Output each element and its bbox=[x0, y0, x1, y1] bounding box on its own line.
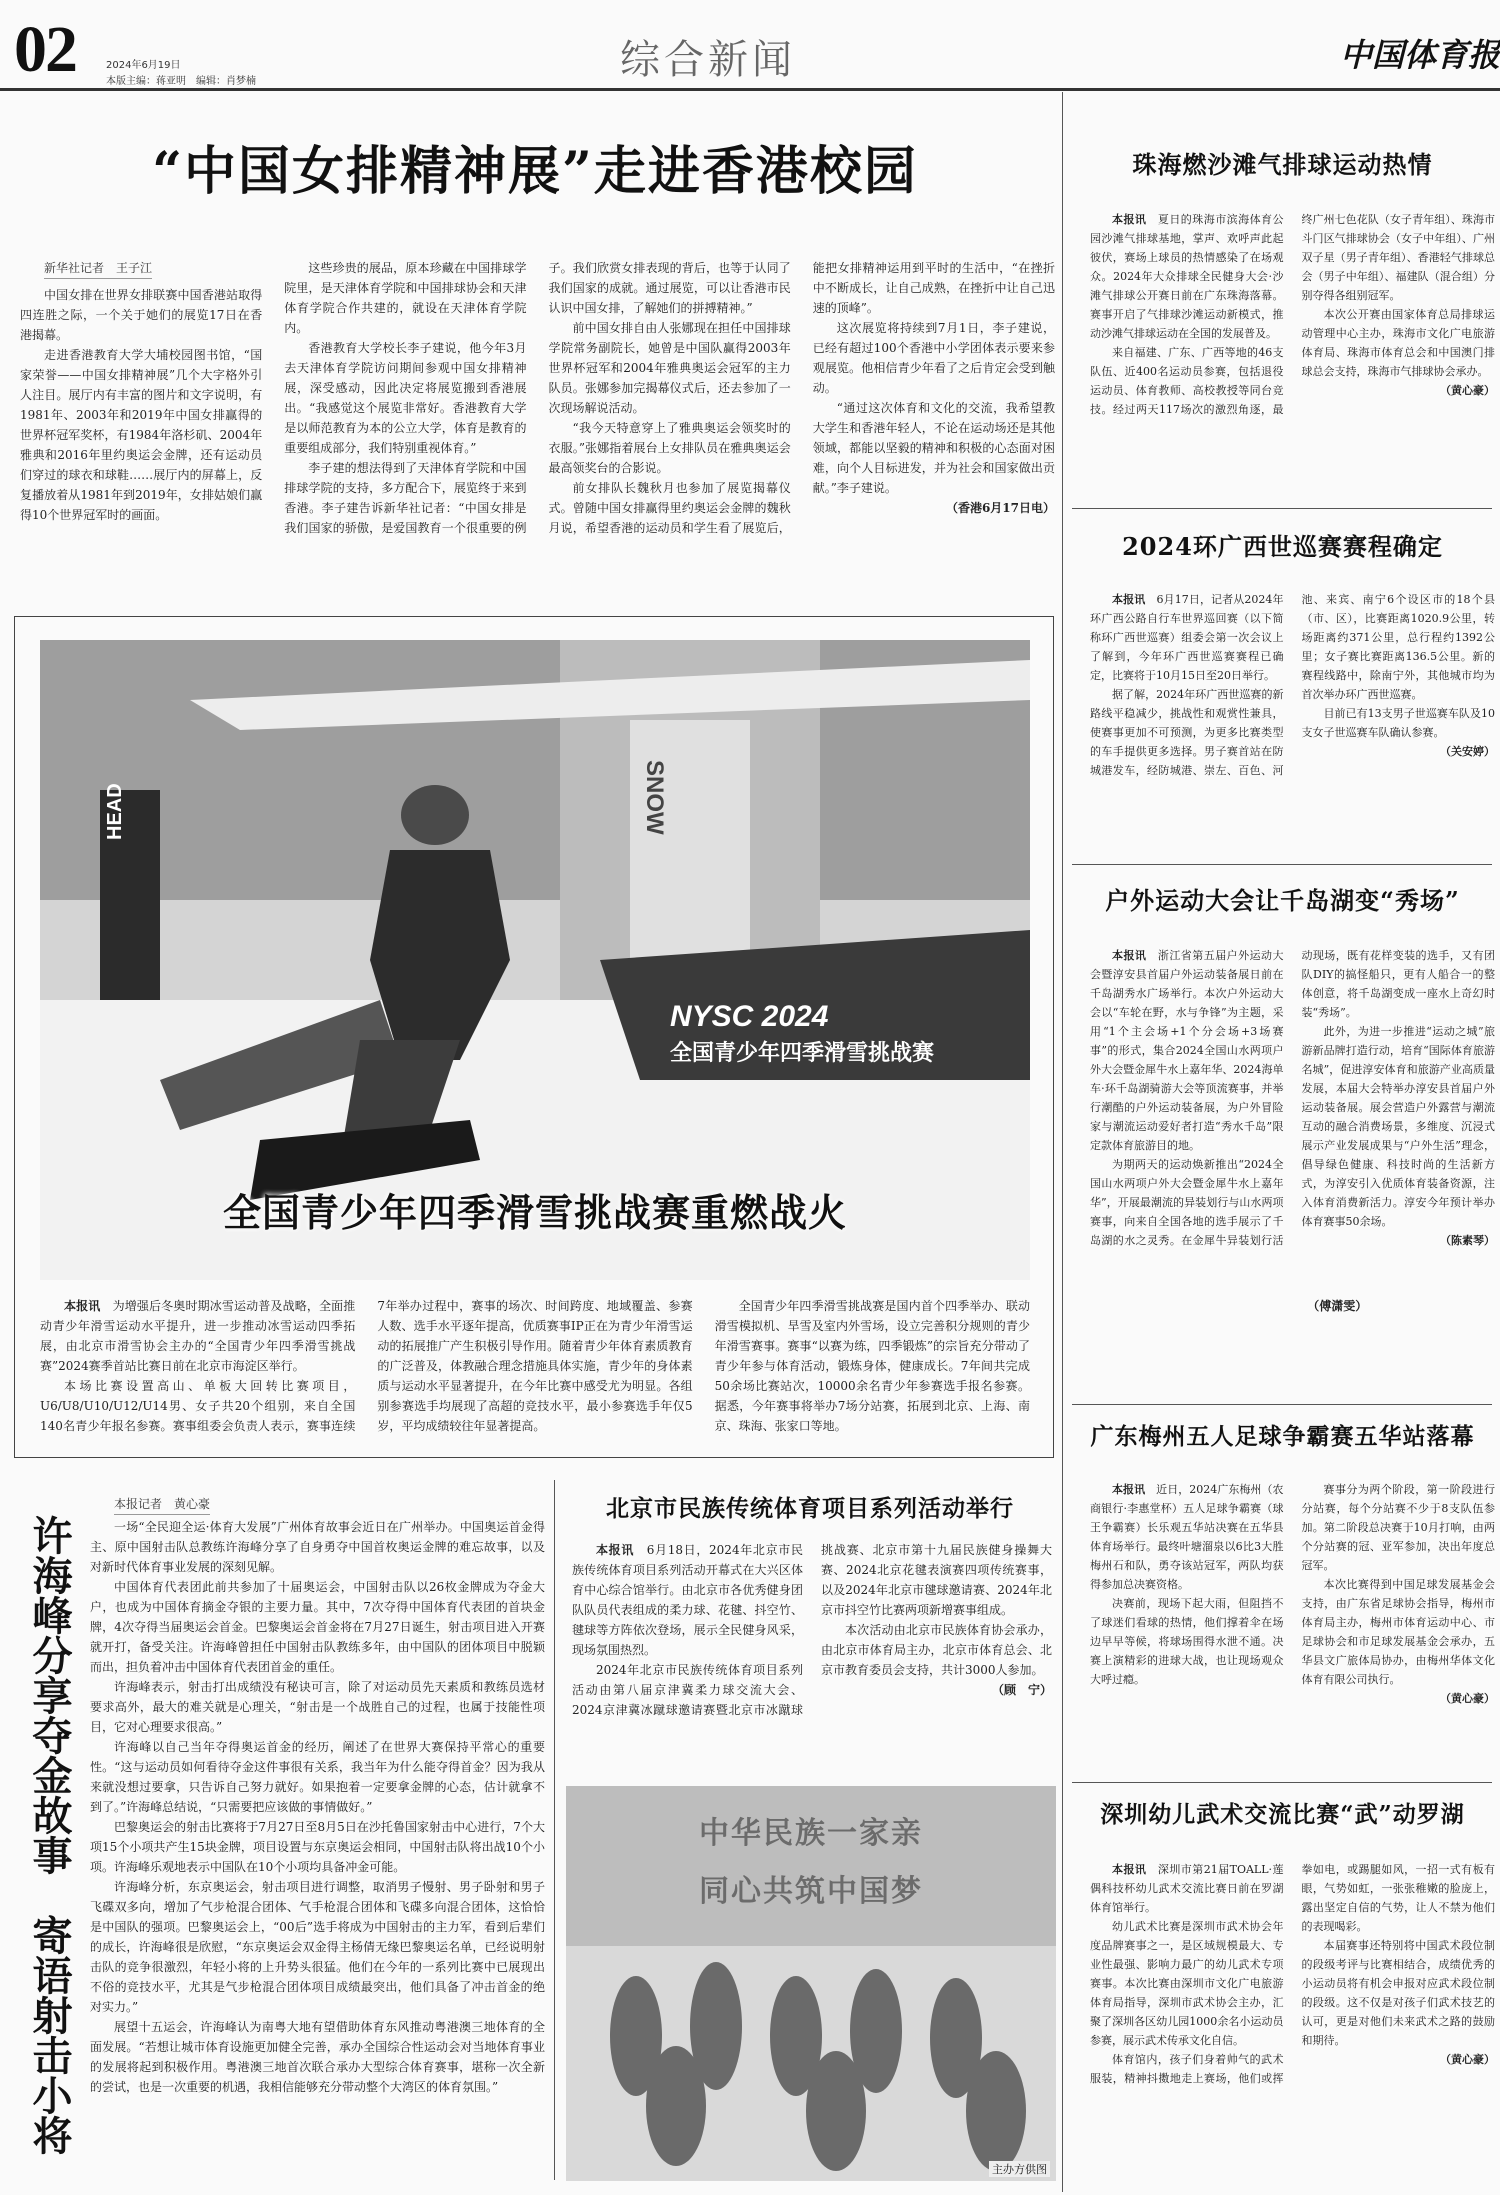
paragraph: 本报讯 6月18日，2024年北京市民族传统体育项目系列活动开幕式在大兴区体育中心综合馆举行。由北京市各优秀健身团队队员代表组成的柔力球、花毽、抖空竹、毽球等方阵依次登场，展示全民健身风采，现场氛围热烈。 bbox=[572, 1543, 803, 1657]
paragraph: 体育馆内，孩子们身着帅气的武术服装，精神抖擞地走上赛场，他们或挥拳如电，或踢腿如风，一招一式有板有眼，气势如虹，一张张稚嫩的脸庞上，露出坚定自信的气势，让人不禁为他们的表现喝彩。 bbox=[1090, 1863, 1495, 2085]
article-guangxi bbox=[1090, 590, 1495, 846]
ski-photo-illustration bbox=[40, 640, 1030, 1280]
header-rule bbox=[0, 88, 1500, 91]
photo-banner-1: 中华民族一家亲 bbox=[699, 1816, 923, 1851]
headline-volleyball: “中国女排精神展”走进香港校园 bbox=[152, 141, 918, 202]
paragraph: 香港教育大学校长李子建说，他今年3月去天津体育学院访问期间参观中国女排精神展，深受感动，因此决定将展览搬到香港展出。“我感觉这个展览非常好。香港教育大学是以师范教育为本的公立大学，体育是教育的重要组成部分，我们特别重视体育。” bbox=[284, 341, 527, 455]
headline-shenzhen: 深圳幼儿武术交流比赛“武”动罗湖 bbox=[1100, 1801, 1465, 1828]
section-title: 综合新闻 bbox=[620, 37, 796, 83]
paragraph: 本报讯 为增强后冬奥时期冰雪运动普及战略，全面推动青少年滑雪运动水平提升，进一步推动冰雪运动四季拓展，由北京市滑雪协会主办的“全国青少年四季滑雪挑战赛”2024赛季首站比赛日前在北京市海淀区举行。 bbox=[40, 1299, 356, 1373]
paragraph: “通过这次体育和文化的交流，我希望教大学生和香港年轻人，不论在运动场还是其他领域，都能以坚毅的精神和积极的心态面对困难，向个人目标进发，并为社会和国家做出贡献。”李子建说。 bbox=[812, 401, 1055, 495]
paragraph: “我今天特意穿上了雅典奥运会领奖时的衣服。”张娜指着展台上女排队员在雅典奥运会最高领奖台的合影说。 bbox=[548, 421, 791, 475]
paragraph: 前女排队长魏秋月也参加了展览揭幕仪式。曾随中国女排赢得里约奥运会金牌的魏秋月说，希望香港的运动员和学生看了展览后，能把女排精神运用到平时的生活中，“在挫折中不断成长，让自己成熟，在挫折中让自己迅速的顶峰”。 bbox=[548, 261, 1055, 535]
paragraph: 许海峰表示，射击打出成绩没有秘诀可言，除了对运动员先天素质和教练员选材要求高外，最大的难关就是心理关，“射击是一个战胜自己的过程，也属于技能性项目，它对心理要求很高。” bbox=[90, 1680, 545, 1734]
byline: 新华社记者 王子江 bbox=[44, 258, 152, 279]
source: （陈素琴） bbox=[1440, 1234, 1495, 1247]
paragraph: 这次展览将持续到7月1日，李子建说，已经有超过100个香港中小学团体表示要来参观展览。他相信青少年看了之后肯定会受到触动。 bbox=[812, 321, 1055, 395]
issue-date: 2024年6月19日 bbox=[106, 60, 181, 71]
article-qiandao bbox=[1090, 946, 1495, 1392]
lead-label: 本报讯 bbox=[1112, 949, 1147, 962]
right-column-rule bbox=[1062, 92, 1063, 2192]
paragraph: 中国女排在世界女排联赛中国香港站取得四连胜之际，一个关于她们的展览17日在香港揭幕。 bbox=[20, 288, 263, 342]
source: （黄心豪） bbox=[1440, 1692, 1495, 1705]
photo-banner-2: 同心共筑中国梦 bbox=[699, 1874, 923, 1909]
paragraph: 前中国女排自由人张娜现在担任中国排球学院常务副院长，她曾是中国队赢得2003年世界杯冠军和2004年雅典奥运会冠军的主力队员。张娜参加完揭幕仪式后，还去参加了一次现场解说活动。 bbox=[548, 321, 791, 415]
paragraph: 本报讯 深圳市第21届TOALL·莲偶科技杯幼儿武术交流比赛日前在罗湖体育馆举行。 bbox=[1090, 1863, 1284, 1914]
paragraph: 决赛前，现场下起大雨，但阻挡不了球迷们看球的热情，他们撑着伞在场边早早等候，将球场围得水泄不通。决赛上演精彩的进球大战，也让现场观众大呼过瘾。 bbox=[1090, 1597, 1284, 1686]
article-meizhou bbox=[1090, 1480, 1495, 1770]
paragraph: 走进香港教育大学大埔校园图书馆，“国家荣誉——中国女排精神展”几个大字格外引人注目。展厅内有丰富的图片和文字说明，有1981年、2003年和2019年中国女排赢得的世界杯冠军奖杯，有1984年洛杉矶、2004年雅典和2016年里约奥运会金牌，还有运动员们穿过的球衣和球鞋……展厅内的屏幕上，反复播放着从1981年到2019年，女排姑娘们赢得10个世界冠军时的画面。 bbox=[20, 348, 263, 522]
lead-label: 本报讯 bbox=[64, 1299, 101, 1313]
paragraph: 2024年北京市民族传统体育项目系列活动由第八届京津冀柔力球交流大会、2024京津冀冰蹴球邀请赛暨北京市冰蹴球挑战赛、北京市第十九届民族健身操舞大赛、2024北京花毽表演赛四项传统赛事，以及2024年北京市毽球邀请赛、2024年北京市抖空竹比赛两项新增赛事组成。 bbox=[572, 1543, 1052, 1717]
paragraph: 本届赛事还特别将中国武术段位制的段级考评与比赛相结合，成绩优秀的小运动员将有机会申报对应武术段位制的段级。这不仅是对孩子们武术技艺的认可，更是对他们未来武术之路的鼓励和期待。 bbox=[1301, 1939, 1495, 2047]
divider bbox=[1072, 508, 1492, 509]
paragraph: 本报讯 浙江省第五届户外运动大会暨淳安县首届户外运动装备展日前在千岛湖秀水广场举行。本次户外运动大会以“车轮在野，水与争锋”为主题，采用“1个主会场+1个分会场+3场赛事”的形式，集合2024全国山水两项户外大会暨金犀牛水上嘉年华、2024海单车·环千岛湖骑游大会等顶流赛事，并举行潮酷的户外运动装备展，为户外冒险家与潮流运动爱好者打造“秀水千岛”限定款体育旅游目的地。 bbox=[1090, 949, 1284, 1152]
paragraph: 本报讯 近日，2024广东梅州（农商银行·李惠堂杯）五人足球争霸赛（球王争霸赛）长乐观五华站决赛在五华县体育场举行。最终叶塘溜泉以6比3大胜梅州石和队，勇夺该站冠军，两队均获得参加总决赛资格。 bbox=[1090, 1483, 1284, 1591]
lead-label: 本报讯 bbox=[1112, 593, 1146, 606]
paragraph: 本次活动由北京市民族体育协会承办，由北京市体育局主办，北京市体育总会、北京市教育委员会支持，共计3000人参加。 bbox=[821, 1623, 1052, 1677]
paragraph: 本报讯 夏日的珠海市滨海体育公园沙滩气排球基地，掌声、欢呼声此起彼伏，赛场上球员的热情感染了在场观众。2024年大众排球全民健身大会·沙滩气排球公开赛日前在广东珠海落幕。赛事开启了气排球沙滩运动新模式，推动沙滩气排球运动在全国的发展普及。 bbox=[1090, 213, 1284, 340]
paragraph: 幼儿武术比赛是深圳市武术协会年度品牌赛事之一，是区域规模最大、专业性最强、影响力最广的幼儿武术专项赛事。本次比赛由深圳市文化广电旅游体育局指导，深圳市武术协会主办，汇聚了深圳各区幼儿园1000余名小运动员参赛，展示武术传承文化自信。 bbox=[1090, 1920, 1284, 2047]
photo-sign-event: 全国青少年四季滑雪挑战赛 bbox=[670, 1040, 935, 1066]
paragraph: 本报讯 6月17日，记者从2024年环广西公路自行车世界巡回赛（以下简称环广西世巡赛）组委会第一次会议上了解到，今年环广西世巡赛赛程已确定，比赛将于10月15日至20日举行。 bbox=[1090, 593, 1284, 682]
paragraph: 许海峰以自己当年夺得奥运首金的经历，阐述了在世界大赛保持平常心的重要性。“这与运动员如何看待夺金这件事很有关系，我当年为什么能夺得首金？因为我从来就没想过要拿，只告诉自己努力就好。如果抱着一定要拿金牌的心态，估计就拿不到了。”许海峰总结说，“只需要把应该做的事情做好。” bbox=[90, 1740, 545, 1814]
headline-guangxi: 2024环广西世巡赛赛程确定 bbox=[1122, 532, 1443, 561]
headline-zhuhai: 珠海燃沙滩气排球运动热情 bbox=[1132, 150, 1433, 179]
headline-meizhou: 广东梅州五人足球争霸赛五华站落幕 bbox=[1090, 1423, 1475, 1450]
paragraph: 目前已有13支男子世巡赛车队及10支女子世巡赛车队确认参赛。 bbox=[1301, 707, 1495, 739]
page-editors: 本版主编：蒋亚明 编辑：肖梦楠 bbox=[106, 76, 256, 87]
paragraph: 一场“全民迎全运·体育大发展”广州体育故事会近日在广州举办。中国奥运首金得主、原中国射击队总教练许海峰分享了自身勇夺中国首枚奥运金牌的难忘故事，以及对新时代体育事业发展的深刻见解。 bbox=[90, 1520, 545, 1574]
paragraph: 此外，为进一步推进“运动之城”旅游新品牌打造行动，培育“国际体育旅游名城”，促进淳安体育和旅游产业高质量发展，本届大会特举办淳安县首届户外运动装备展。展会营造户外露营与潮流互动的融合消费场景，多维度、沉浸式展示产业发展成果与“户外生活”理念，倡导绿色健康、科技时尚的生活新方式，为淳安引入优质体育装备资源，注入体育消费新活力。淳安今年预计举办体育赛事50余场。 bbox=[1301, 1025, 1495, 1228]
page-meta bbox=[106, 58, 256, 90]
article-zhuhai bbox=[1090, 210, 1495, 492]
dateline-source: （香港6月17日电） bbox=[945, 501, 1055, 515]
divider bbox=[1072, 864, 1492, 865]
newspaper-logo: 中国体育报 bbox=[1340, 36, 1500, 74]
paragraph: 本次比赛得到中国足球发展基金会支持，由广东省足球协会指导，梅州市体育局主办，梅州市体育运动中心、市足球协会和市足球发展基金会承办，五华县文广旅体局协办，由梅州华体文化体育有限公司执行。 bbox=[1301, 1578, 1495, 1686]
headline-ski: 全国青少年四季滑雪挑战赛重燃战火 bbox=[222, 1190, 847, 1235]
article-xu bbox=[90, 1494, 545, 2184]
paragraph: 为期两天的运动焕新推出“2024全国山水两项户外大会暨金犀牛水上嘉年华”，开展最潮流的异装划行与山水两项赛事，向来自全国各地的选手展示了千岛湖的水之灵秀。在金犀牛异装划行活动现场，既有花样变装的选手，又有团队DIY的搞怪船只，更有人船合一的整体创意，将千岛湖变成一座水上奇幻时装“秀场”。 bbox=[1090, 949, 1495, 1247]
divider bbox=[1072, 1404, 1492, 1405]
lead-label: 本报讯 bbox=[596, 1543, 635, 1557]
headline-qiandao: 户外运动大会让千岛湖变“秀场” bbox=[1105, 886, 1460, 915]
paragraph: 李子建的想法得到了天津体育学院和中国排球学院的支持，多方配合下，展览终于来到香港。李子建告诉新华社记者：“中国女排是我们国家的骄傲，是爱国教育一个很重要的例子。我们欣赏女排表现的背后，也等于认同了我们国家的成就。通过展览，可以让香港市民认识中国女排，了解她们的拼搏精神。” bbox=[284, 261, 791, 535]
beijing-photo bbox=[566, 1786, 1056, 2181]
page-number: 02 bbox=[14, 13, 76, 86]
photo-sign-nysc: NYSC 2024 bbox=[670, 1000, 829, 1033]
paragraph: 赛事分为两个阶段，第一阶段进行分站赛，每个分站赛不少于8支队伍参加。第二阶段总决赛于10月打响，由两个分站赛的冠、亚军参加，决出年度总冠军。 bbox=[1301, 1483, 1495, 1572]
source: （黄心豪） bbox=[1440, 2053, 1495, 2066]
article-beijing bbox=[572, 1540, 1052, 1770]
paragraph: 来自福建、广东、广西等地的46支队伍、近400名运动员参赛，包括退役运动员、体育教师、高校教授等同台竞技。经过两天117场次的激烈角逐，最终广州七色花队（女子青年组）、珠海市斗门区气排球协会（女子中年组）、广州双子星（男子青年组）、香港轻气排球总会（男子中年组）、福建队（混合组）分别夺得各组别冠军。 bbox=[1090, 213, 1495, 416]
paragraph: 本场比赛设置高山、单板大回转比赛项目，U6/U8/U10/U12/U14男、女子共20个组别，来自全国140名青少年报名参赛。赛事组委会负责人表示，赛事连续7年举办过程中，赛事的场次、时间跨度、地域覆盖、参赛人数、选手水平逐年提高，优质赛事IP正在为青少年滑雪运动的拓展推广产生积极引导作用。随着青少年体育素质教育的广泛普及，体教融合理念措施具体实施，青少年的身体素质与运动水平显著提升，在今年比赛中感受尤为明显。各组别参赛选手均展现了高超的竞技水平，最小参赛选手年仅5岁，平均成绩较往年显著提高。 bbox=[40, 1299, 693, 1433]
divider bbox=[1072, 1782, 1492, 1783]
paragraph: 全国青少年四季滑雪挑战赛是国内首个四季举办、联动滑雪模拟机、旱雪及室内外雪场，设立完善积分规则的青少年滑雪赛事。赛事“以赛为练，四季锻炼”的宗旨充分带动了青少年参与体育活动，锻炼身体，健康成长。7年间共完成50余场比赛站次，10000余名青少年参赛选手报名参赛。据悉，今年赛事将举办7场分站赛，拓展到北京、上海、南京、珠海、张家口等地。 bbox=[714, 1299, 1030, 1433]
article-shenzhen bbox=[1090, 1860, 1495, 2186]
ski-photo bbox=[40, 640, 1030, 1280]
paragraph: 本次公开赛由国家体育总局排球运动管理中心主办，珠海市文化广电旅游体育局、珠海市体育总会和中国澳门排球总会支持，珠海市气排球协会承办。 bbox=[1301, 308, 1495, 378]
paragraph: 展望十五运会，许海峰认为南粤大地有望借助体育东风推动粤港澳三地体育的全面发展。“若想让城市体育设施更加健全完善，承办全国综合性运动会对当地体育事业的发展将起到积极作用。粤港澳三地首次联合承办大型综合体育赛事，堪称一次全新的尝试，也是一次重要的机遇，我相信能够充分带动整个大湾区的体育氛围。” bbox=[90, 2020, 545, 2094]
photo-sign-head: HEAD bbox=[104, 783, 126, 840]
byline: 本报记者 黄心豪 bbox=[114, 1494, 210, 1515]
source: （关安婷） bbox=[1440, 745, 1495, 758]
headline-beijing: 北京市民族传统体育项目系列活动举行 bbox=[606, 1495, 1014, 1522]
paragraph: 巴黎奥运会的射击比赛将于7月27日至8月5日在沙托鲁国家射击中心进行，7个大项15个小项共产生15块金牌，项目设置与东京奥运会相同，中国射击队将出战10个小项。许海峰乐观地表示中国队在10个小项均具备冲金可能。 bbox=[90, 1820, 545, 1874]
paragraph: 据了解，2024年环广西世巡赛的新路线平稳减少，挑战性和观赏性兼具，使赛事更加不可预测，为更多比赛类型的车手提供更多选择。男子赛首站在防城港发车，经防城港、崇左、百色、河池、来宾、南宁6个设区市的18个县（市、区），比赛距离1020.9公里，转场距离约371公里，总行程约1392公里；女子赛比赛距离136.5公里。新的赛程线路中，除南宁外，其他城市均为首次举办环广西世巡赛。 bbox=[1090, 593, 1495, 777]
photo-sign-snow: SNOW bbox=[641, 760, 668, 835]
paragraph: 许海峰分析，东京奥运会，射击项目进行调整，取消男子慢射、男子卧射和男子飞碟双多向，增加了气步枪混合团体、气手枪混合团体和飞碟多向混合团体，这恰恰是中国队的强项。巴黎奥运会上，“00后”选手将成为中国射击的主力军，看到后辈们的成长，许海峰很是欣慰，“东京奥运会双金得主杨倩无缘巴黎奥运名单，已经说明射击队的竞争很激烈，年轻小将的上升势头很猛。他们在今年的一系列比赛中已展现出不俗的竞技水平，尤其是气步枪混合团体项目成绩最突出，他们具备了冲击首金的绝对实力。” bbox=[90, 1880, 545, 2014]
bottom-column-rule bbox=[554, 1480, 555, 2180]
paragraph: 中国体育代表团此前共参加了十届奥运会，中国射击队以26枚金牌成为夺金大户，也成为中国体育摘金夺银的主要力量。其中，7次夺得中国体育代表团的首块金牌，4次夺得当届奥运会首金。巴黎奥运会首金将在7月27日诞生，射击项目进入开赛就开打，备受关注。许海峰曾担任中国射击队教练多年，由中国队的团体项目中脱颖而出，担负着冲击中国体育代表团首金的重任。 bbox=[90, 1580, 545, 1674]
headline-xu: 许海峰分享夺金故事 寄语射击小将 bbox=[26, 1515, 73, 2155]
lead-label: 本报讯 bbox=[1112, 1483, 1146, 1496]
photo-credit: 主办方供图 bbox=[989, 2161, 1050, 2177]
article-volleyball bbox=[20, 258, 1055, 580]
source: （顾 宁） bbox=[991, 1683, 1052, 1697]
source: （黄心豪） bbox=[1440, 384, 1495, 397]
paragraph: 这些珍贵的展品，原本珍藏在中国排球学院里，是天津体育学院和中国排球协会和天津体育学院合作共建的，就设在天津体育学院内。 bbox=[284, 261, 527, 335]
source: （傅潇雯） bbox=[1307, 1299, 1368, 1313]
lead-label: 本报讯 bbox=[1112, 1863, 1147, 1876]
lead-label: 本报讯 bbox=[1112, 213, 1147, 226]
